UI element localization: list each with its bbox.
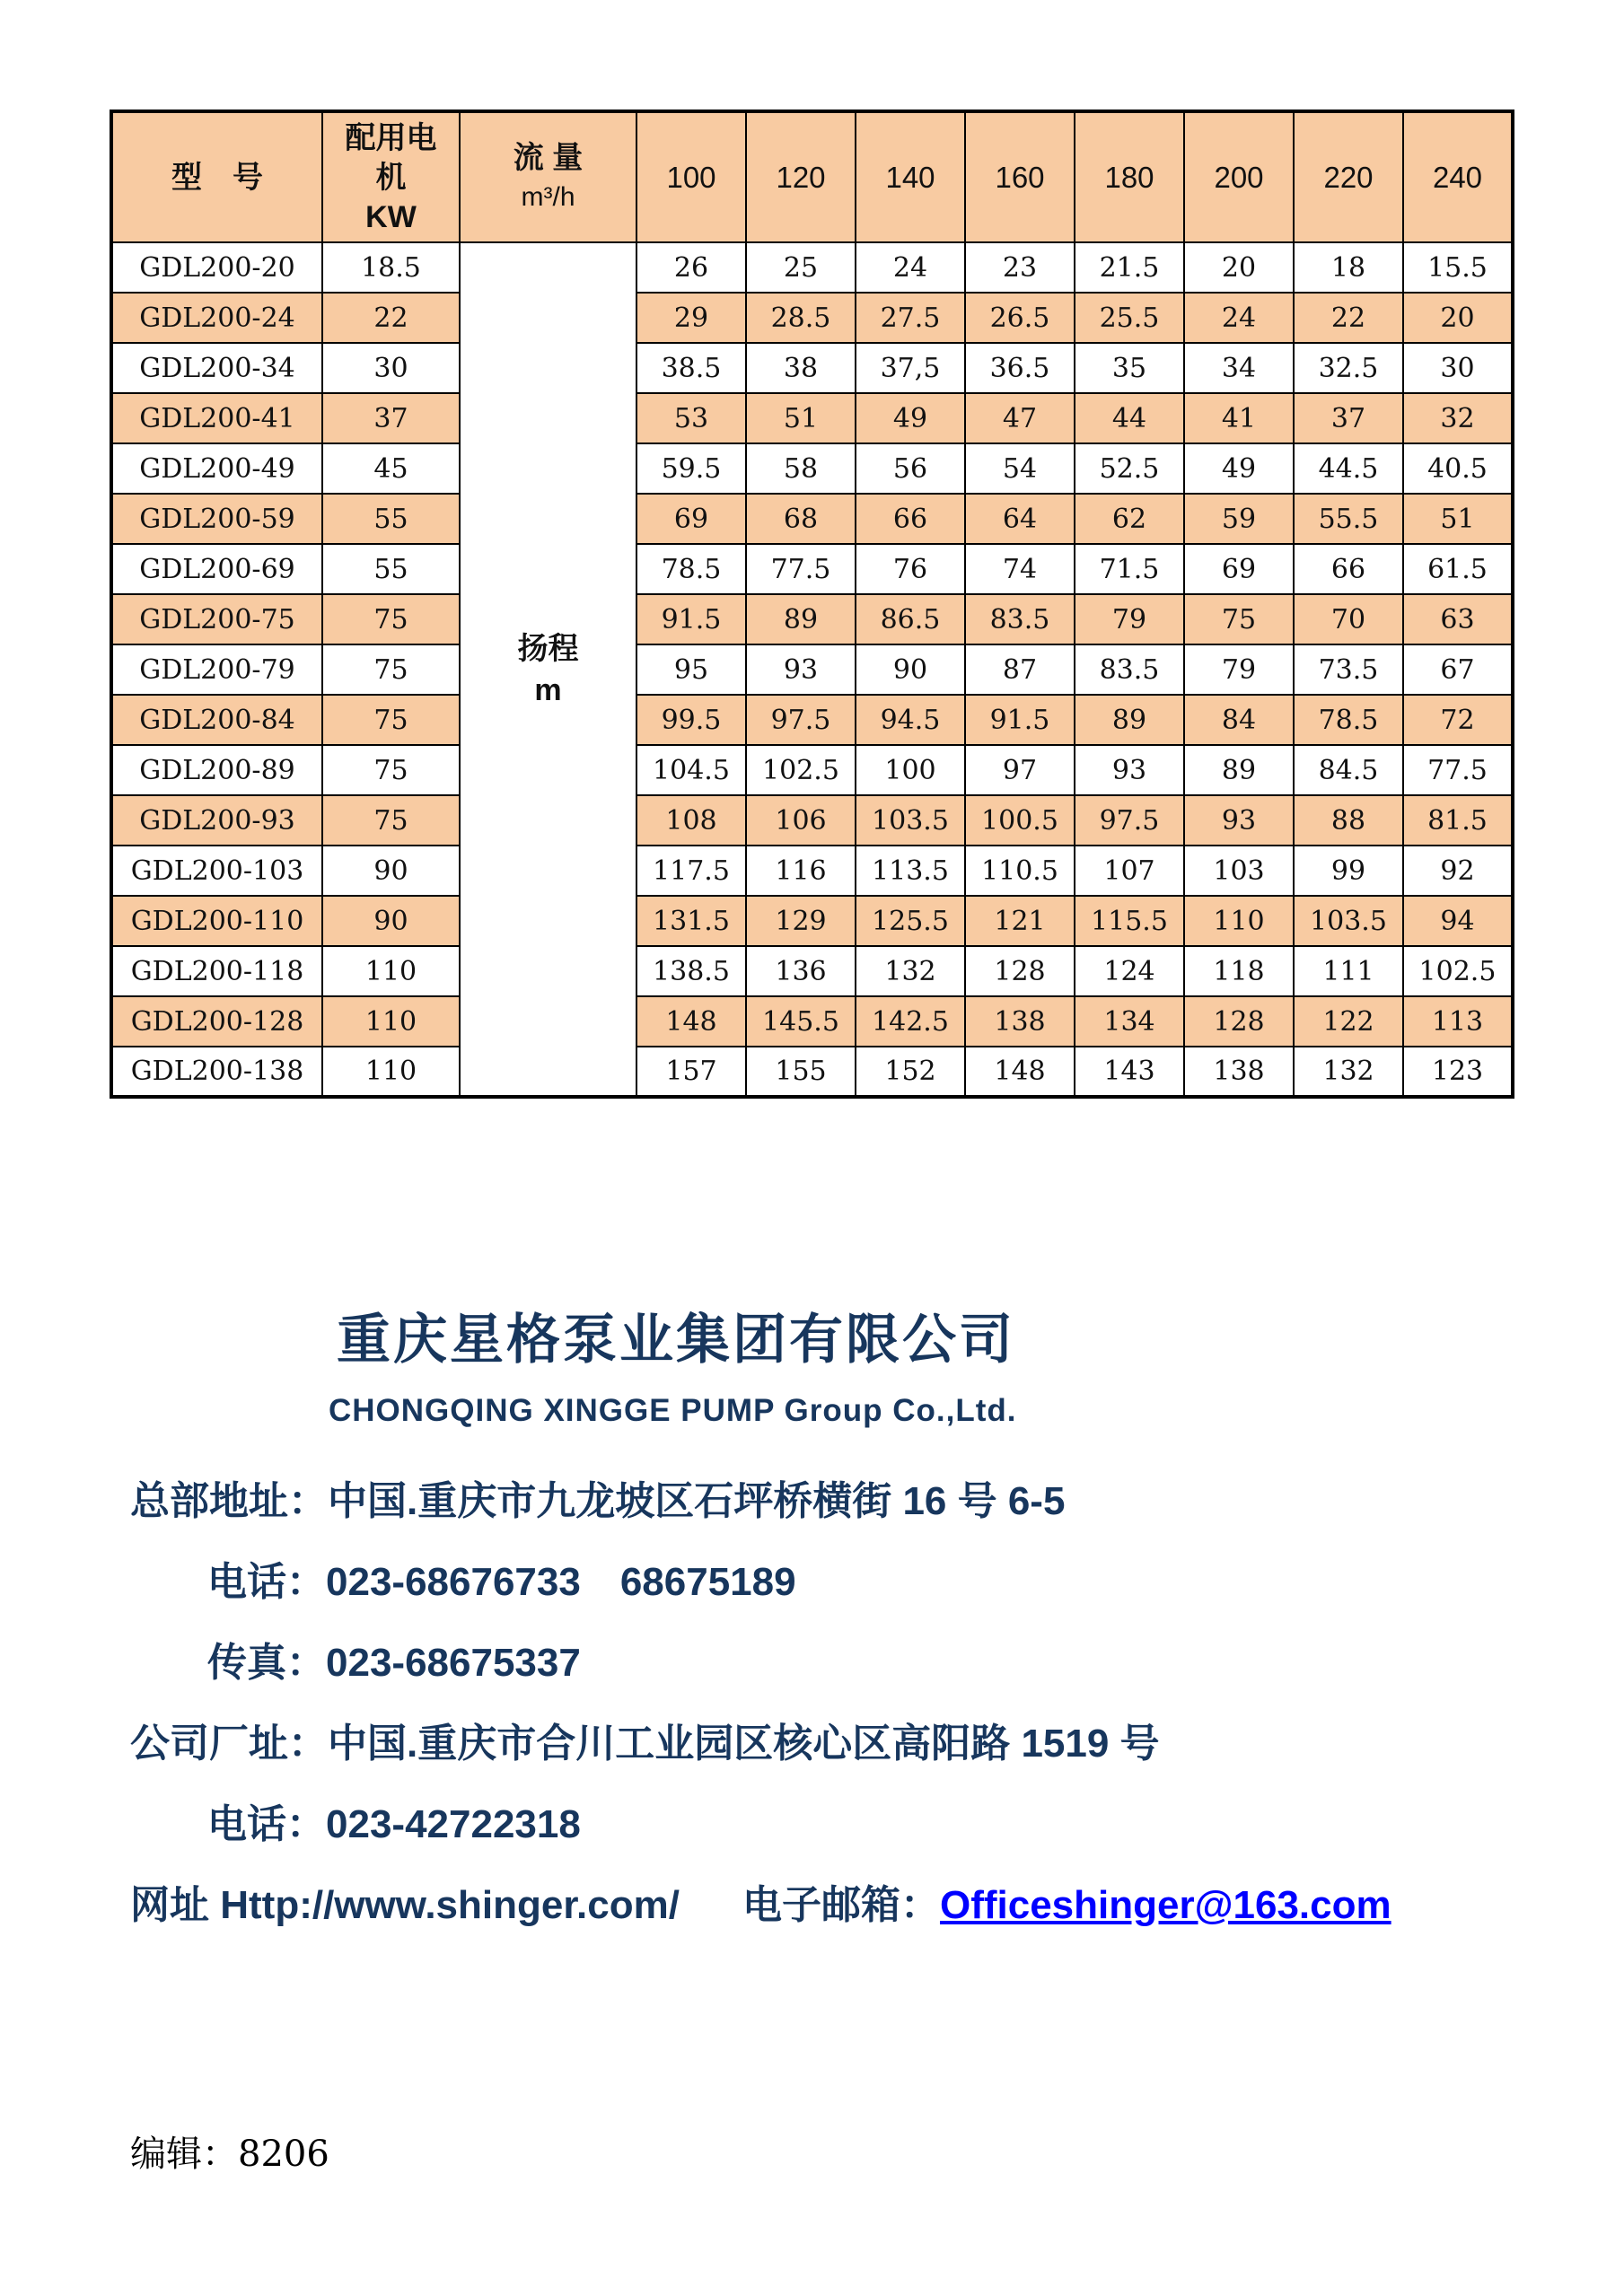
contact-label: 电话： bbox=[207, 1560, 326, 1604]
motor-kw-cell: 75 bbox=[322, 695, 460, 745]
head-value-cell: 76 bbox=[856, 544, 965, 594]
head-value-cell: 157 bbox=[636, 1047, 746, 1097]
head-value-cell: 51 bbox=[1403, 494, 1513, 544]
table-row bbox=[111, 846, 1513, 896]
head-value-cell: 59.5 bbox=[636, 443, 746, 494]
header-flow-column: 160 bbox=[965, 111, 1075, 242]
table-row bbox=[111, 242, 1513, 293]
model-cell: GDL200-89 bbox=[111, 745, 322, 795]
head-value-cell: 40.5 bbox=[1403, 443, 1513, 494]
header-flow-column: 240 bbox=[1403, 111, 1513, 242]
head-value-cell: 93 bbox=[1075, 745, 1184, 795]
contact-label: 电话： bbox=[207, 1802, 326, 1846]
head-value-cell: 26.5 bbox=[965, 293, 1075, 343]
model-cell: GDL200-93 bbox=[111, 795, 322, 846]
head-value-cell: 91.5 bbox=[965, 695, 1075, 745]
head-value-cell: 66 bbox=[1294, 544, 1403, 594]
motor-kw-cell: 110 bbox=[322, 996, 460, 1047]
head-value-cell: 134 bbox=[1075, 996, 1184, 1047]
head-value-cell: 88 bbox=[1294, 795, 1403, 846]
contact-line bbox=[130, 1474, 1391, 1555]
head-value-cell: 68 bbox=[746, 494, 856, 544]
head-value-cell: 106 bbox=[746, 795, 856, 846]
table-row bbox=[111, 594, 1513, 644]
header-motor-line3: KW bbox=[365, 199, 417, 234]
head-value-cell: 59 bbox=[1184, 494, 1294, 544]
head-value-cell: 91.5 bbox=[636, 594, 746, 644]
head-value-cell: 111 bbox=[1294, 946, 1403, 996]
head-value-cell: 132 bbox=[1294, 1047, 1403, 1097]
head-value-cell: 27.5 bbox=[856, 293, 965, 343]
head-value-cell: 77.5 bbox=[746, 544, 856, 594]
head-value-cell: 61.5 bbox=[1403, 544, 1513, 594]
table-row bbox=[111, 343, 1513, 393]
head-value-cell: 62 bbox=[1075, 494, 1184, 544]
model-cell: GDL200-20 bbox=[111, 242, 322, 293]
head-value-cell: 136 bbox=[746, 946, 856, 996]
company-name-en: CHONGQING XINGGE PUMP Group Co.,Ltd. bbox=[329, 1393, 1017, 1428]
head-value-cell: 32.5 bbox=[1294, 343, 1403, 393]
head-value-cell: 110.5 bbox=[965, 846, 1075, 896]
head-value-cell: 23 bbox=[965, 242, 1075, 293]
model-cell: GDL200-24 bbox=[111, 293, 322, 343]
email-label: 电子邮箱： bbox=[742, 1883, 940, 1927]
head-value-cell: 47 bbox=[965, 393, 1075, 443]
table-row bbox=[111, 946, 1513, 996]
head-value-cell: 52.5 bbox=[1075, 443, 1184, 494]
head-value-cell: 38 bbox=[746, 343, 856, 393]
head-value-cell: 107 bbox=[1075, 846, 1184, 896]
header-flow-column: 140 bbox=[856, 111, 965, 242]
head-value-cell: 79 bbox=[1184, 644, 1294, 695]
head-value-cell: 78.5 bbox=[1294, 695, 1403, 745]
table-row bbox=[111, 745, 1513, 795]
head-value-cell: 86.5 bbox=[856, 594, 965, 644]
head-value-cell: 84.5 bbox=[1294, 745, 1403, 795]
head-value-cell: 102.5 bbox=[1403, 946, 1513, 996]
head-value-cell: 28.5 bbox=[746, 293, 856, 343]
header-flow-label: 流 量 bbox=[513, 140, 584, 175]
head-value-cell: 94 bbox=[1403, 896, 1513, 946]
head-value-cell: 35 bbox=[1075, 343, 1184, 393]
head-value-cell: 103 bbox=[1184, 846, 1294, 896]
head-value-cell: 90 bbox=[856, 644, 965, 695]
head-value-cell: 155 bbox=[746, 1047, 856, 1097]
head-value-cell: 129 bbox=[746, 896, 856, 946]
head-value-cell: 97.5 bbox=[1075, 795, 1184, 846]
contact-line bbox=[130, 1716, 1391, 1797]
contact-line bbox=[130, 1797, 1391, 1878]
head-value-cell: 20 bbox=[1403, 293, 1513, 343]
motor-kw-cell: 75 bbox=[322, 795, 460, 846]
table-row bbox=[111, 795, 1513, 846]
motor-kw-cell: 90 bbox=[322, 896, 460, 946]
model-cell: GDL200-59 bbox=[111, 494, 322, 544]
head-value-cell: 30 bbox=[1403, 343, 1513, 393]
table-row bbox=[111, 695, 1513, 745]
contact-text: 023-68675337 bbox=[326, 1641, 581, 1685]
head-value-cell: 97 bbox=[965, 745, 1075, 795]
head-value-cell: 89 bbox=[746, 594, 856, 644]
table-header-row bbox=[111, 111, 1513, 242]
head-value-cell: 63 bbox=[1403, 594, 1513, 644]
pump-spec-table bbox=[110, 110, 1514, 1099]
company-name-cn: 重庆星格泵业集团有限公司 bbox=[337, 1309, 1015, 1371]
head-value-cell: 29 bbox=[636, 293, 746, 343]
head-value-cell: 64 bbox=[965, 494, 1075, 544]
head-value-cell: 116 bbox=[746, 846, 856, 896]
motor-kw-cell: 55 bbox=[322, 544, 460, 594]
head-value-cell: 37 bbox=[1294, 393, 1403, 443]
table-row bbox=[111, 393, 1513, 443]
head-value-cell: 69 bbox=[636, 494, 746, 544]
head-value-cell: 20 bbox=[1184, 242, 1294, 293]
head-value-cell: 44.5 bbox=[1294, 443, 1403, 494]
head-value-cell: 124 bbox=[1075, 946, 1184, 996]
head-value-cell: 15.5 bbox=[1403, 242, 1513, 293]
website-label: 网址 bbox=[130, 1883, 221, 1927]
contact-text: 023-42722318 bbox=[326, 1802, 581, 1846]
motor-kw-cell: 110 bbox=[322, 1047, 460, 1097]
head-value-cell: 121 bbox=[965, 896, 1075, 946]
head-value-cell: 128 bbox=[965, 946, 1075, 996]
model-cell: GDL200-41 bbox=[111, 393, 322, 443]
head-value-cell: 32 bbox=[1403, 393, 1513, 443]
head-value-cell: 138 bbox=[965, 996, 1075, 1047]
model-cell: GDL200-34 bbox=[111, 343, 322, 393]
motor-kw-cell: 45 bbox=[322, 443, 460, 494]
header-model: 型 号 bbox=[111, 111, 322, 242]
head-value-cell: 110 bbox=[1184, 896, 1294, 946]
model-cell: GDL200-128 bbox=[111, 996, 322, 1047]
header-flow-column: 200 bbox=[1184, 111, 1294, 242]
head-value-cell: 66 bbox=[856, 494, 965, 544]
head-value-cell: 21.5 bbox=[1075, 242, 1184, 293]
head-value-cell: 131.5 bbox=[636, 896, 746, 946]
contact-block bbox=[130, 1474, 1391, 1959]
table-row bbox=[111, 1047, 1513, 1097]
motor-kw-cell: 90 bbox=[322, 846, 460, 896]
head-value-cell: 148 bbox=[636, 996, 746, 1047]
motor-kw-cell: 75 bbox=[322, 594, 460, 644]
model-cell: GDL200-110 bbox=[111, 896, 322, 946]
head-value-cell: 53 bbox=[636, 393, 746, 443]
table-row bbox=[111, 996, 1513, 1047]
head-value-cell: 92 bbox=[1403, 846, 1513, 896]
head-value-cell: 78.5 bbox=[636, 544, 746, 594]
head-value-cell: 83.5 bbox=[1075, 644, 1184, 695]
header-motor-line2: 机 bbox=[375, 160, 407, 195]
website-url: Http://www.shinger.com/ bbox=[220, 1883, 680, 1927]
head-value-cell: 79 bbox=[1075, 594, 1184, 644]
model-cell: GDL200-75 bbox=[111, 594, 322, 644]
head-value-cell: 44 bbox=[1075, 393, 1184, 443]
head-value-cell: 83.5 bbox=[965, 594, 1075, 644]
head-value-cell: 128 bbox=[1184, 996, 1294, 1047]
model-cell: GDL200-103 bbox=[111, 846, 322, 896]
model-cell: GDL200-79 bbox=[111, 644, 322, 695]
head-value-cell: 94.5 bbox=[856, 695, 965, 745]
header-motor-line1: 配用电 bbox=[345, 120, 437, 155]
header-flow bbox=[460, 111, 636, 242]
contact-line bbox=[130, 1635, 1391, 1716]
motor-kw-cell: 55 bbox=[322, 494, 460, 544]
head-value-cell: 67 bbox=[1403, 644, 1513, 695]
head-value-cell: 93 bbox=[746, 644, 856, 695]
head-value-cell: 108 bbox=[636, 795, 746, 846]
head-value-cell: 89 bbox=[1184, 745, 1294, 795]
table-row bbox=[111, 293, 1513, 343]
head-value-cell: 97.5 bbox=[746, 695, 856, 745]
head-value-cell: 56 bbox=[856, 443, 965, 494]
head-value-cell: 81.5 bbox=[1403, 795, 1513, 846]
head-value-cell: 74 bbox=[965, 544, 1075, 594]
header-flow-column: 220 bbox=[1294, 111, 1403, 242]
header-flow-column: 180 bbox=[1075, 111, 1184, 242]
head-value-cell: 152 bbox=[856, 1047, 965, 1097]
table-row bbox=[111, 544, 1513, 594]
head-value-cell: 99 bbox=[1294, 846, 1403, 896]
head-value-cell: 113.5 bbox=[856, 846, 965, 896]
head-value-cell: 95 bbox=[636, 644, 746, 695]
motor-kw-cell: 18.5 bbox=[322, 242, 460, 293]
head-value-cell: 123 bbox=[1403, 1047, 1513, 1097]
contact-label: 传真： bbox=[207, 1641, 326, 1685]
model-cell: GDL200-49 bbox=[111, 443, 322, 494]
head-value-cell: 145.5 bbox=[746, 996, 856, 1047]
contact-text: 中国.重庆市合川工业园区核心区高阳路 1519 号 bbox=[328, 1722, 1160, 1766]
head-value-cell: 77.5 bbox=[1403, 745, 1513, 795]
head-value-cell: 104.5 bbox=[636, 745, 746, 795]
head-value-cell: 132 bbox=[856, 946, 965, 996]
head-value-cell: 138 bbox=[1184, 1047, 1294, 1097]
head-value-cell: 103.5 bbox=[856, 795, 965, 846]
head-value-cell: 58 bbox=[746, 443, 856, 494]
header-flow-unit: m³/h bbox=[521, 181, 575, 212]
head-value-cell: 38.5 bbox=[636, 343, 746, 393]
head-value-cell: 34 bbox=[1184, 343, 1294, 393]
head-value-cell: 75 bbox=[1184, 594, 1294, 644]
head-value-cell: 36.5 bbox=[965, 343, 1075, 393]
editor-note: 编辑：8206 bbox=[130, 2134, 329, 2175]
motor-kw-cell: 37 bbox=[322, 393, 460, 443]
head-value-cell: 148 bbox=[965, 1047, 1075, 1097]
head-value-cell: 25 bbox=[746, 242, 856, 293]
head-value-cell: 71.5 bbox=[1075, 544, 1184, 594]
motor-kw-cell: 30 bbox=[322, 343, 460, 393]
header-flow-column: 120 bbox=[746, 111, 856, 242]
head-value-cell: 49 bbox=[856, 393, 965, 443]
head-value-cell: 118 bbox=[1184, 946, 1294, 996]
head-value-cell: 103.5 bbox=[1294, 896, 1403, 946]
contact-text: 023-68676733 68675189 bbox=[326, 1560, 796, 1604]
head-value-cell: 37,5 bbox=[856, 343, 965, 393]
head-value-cell: 99.5 bbox=[636, 695, 746, 745]
header-flow-column: 100 bbox=[636, 111, 746, 242]
head-value-cell: 87 bbox=[965, 644, 1075, 695]
model-cell: GDL200-138 bbox=[111, 1047, 322, 1097]
head-value-cell: 51 bbox=[746, 393, 856, 443]
email-link[interactable]: Officeshinger@163.com bbox=[939, 1883, 1391, 1927]
contact-label: 总部地址： bbox=[130, 1479, 328, 1523]
head-value-cell: 89 bbox=[1075, 695, 1184, 745]
model-cell: GDL200-118 bbox=[111, 946, 322, 996]
model-cell: GDL200-84 bbox=[111, 695, 322, 745]
table-row bbox=[111, 443, 1513, 494]
head-value-cell: 70 bbox=[1294, 594, 1403, 644]
head-value-cell: 113 bbox=[1403, 996, 1513, 1047]
website-line bbox=[130, 1878, 1391, 1959]
head-value-cell: 102.5 bbox=[746, 745, 856, 795]
head-value-cell: 72 bbox=[1403, 695, 1513, 745]
head-value-cell: 143 bbox=[1075, 1047, 1184, 1097]
head-value-cell: 125.5 bbox=[856, 896, 965, 946]
contact-line bbox=[130, 1555, 1391, 1635]
contact-text: 中国.重庆市九龙坡区石坪桥横街 16 号 6-5 bbox=[328, 1479, 1066, 1523]
motor-kw-cell: 75 bbox=[322, 644, 460, 695]
head-merged-cell: 扬程 m bbox=[460, 242, 636, 1097]
contact-label: 公司厂址： bbox=[130, 1722, 328, 1766]
table-row bbox=[111, 896, 1513, 946]
head-value-cell: 18 bbox=[1294, 242, 1403, 293]
head-value-cell: 25.5 bbox=[1075, 293, 1184, 343]
head-value-cell: 93 bbox=[1184, 795, 1294, 846]
motor-kw-cell: 75 bbox=[322, 745, 460, 795]
head-value-cell: 138.5 bbox=[636, 946, 746, 996]
model-cell: GDL200-69 bbox=[111, 544, 322, 594]
head-value-cell: 55.5 bbox=[1294, 494, 1403, 544]
head-value-cell: 49 bbox=[1184, 443, 1294, 494]
head-value-cell: 54 bbox=[965, 443, 1075, 494]
head-value-cell: 142.5 bbox=[856, 996, 965, 1047]
head-value-cell: 22 bbox=[1294, 293, 1403, 343]
motor-kw-cell: 22 bbox=[322, 293, 460, 343]
head-value-cell: 100.5 bbox=[965, 795, 1075, 846]
table-row bbox=[111, 644, 1513, 695]
head-value-cell: 73.5 bbox=[1294, 644, 1403, 695]
head-value-cell: 69 bbox=[1184, 544, 1294, 594]
head-value-cell: 100 bbox=[856, 745, 965, 795]
head-value-cell: 115.5 bbox=[1075, 896, 1184, 946]
head-value-cell: 24 bbox=[1184, 293, 1294, 343]
head-value-cell: 26 bbox=[636, 242, 746, 293]
header-motor-kw bbox=[322, 111, 460, 242]
head-value-cell: 24 bbox=[856, 242, 965, 293]
head-value-cell: 84 bbox=[1184, 695, 1294, 745]
motor-kw-cell: 110 bbox=[322, 946, 460, 996]
table-row bbox=[111, 494, 1513, 544]
head-value-cell: 122 bbox=[1294, 996, 1403, 1047]
head-value-cell: 41 bbox=[1184, 393, 1294, 443]
head-value-cell: 117.5 bbox=[636, 846, 746, 896]
